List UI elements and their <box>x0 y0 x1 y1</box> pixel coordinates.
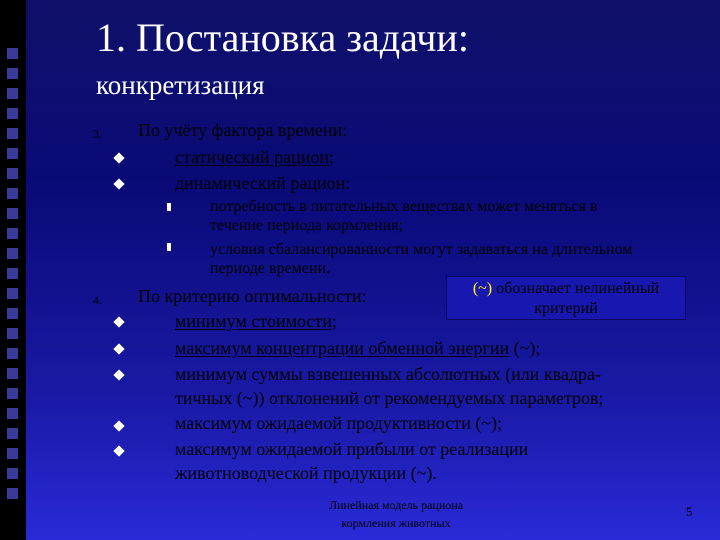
strip-square <box>7 368 18 379</box>
list-item-tail: (~); <box>509 338 541 358</box>
note-line-2: критерий <box>534 300 598 317</box>
list-item-text: статический рацион <box>175 147 329 167</box>
item-number: 3. <box>93 127 102 141</box>
list-item <box>175 145 334 169</box>
strip-square <box>7 408 18 419</box>
strip-square <box>7 108 18 119</box>
strip-square <box>7 348 18 359</box>
tilde-symbol: (~) <box>472 280 493 297</box>
list-item: динамический рацион: <box>175 173 351 193</box>
list-item-continuation: течение периода кормления; <box>210 217 403 234</box>
strip-square <box>7 248 18 259</box>
list-item-tail: ; <box>328 147 334 167</box>
strip-square <box>7 68 18 79</box>
footer-line-2: кормления животных <box>341 516 451 530</box>
strip-square <box>7 128 18 139</box>
diamond-bullet-icon <box>113 369 124 380</box>
item-heading: По учёту фактора времени: <box>138 120 348 140</box>
strip-square <box>7 448 18 459</box>
strip-square <box>7 268 18 279</box>
strip-square <box>7 148 18 159</box>
list-item: минимум суммы взвешенных абсолютных (или квадра- <box>175 364 601 384</box>
list-item: потребность в питательных веществах может меняться в <box>210 198 598 215</box>
list-item-tail: ; <box>331 311 337 331</box>
left-decorative-strip <box>0 0 26 540</box>
list-item: максимум ожидаемой прибыли от реализации <box>175 439 529 459</box>
strip-square <box>7 428 18 439</box>
footer-line-1: Линейная модель рациона <box>328 498 464 512</box>
strip-square <box>7 388 18 399</box>
strip-square <box>7 328 18 339</box>
note-line-1: обозначает нелинейный <box>492 280 660 297</box>
page-number: 5 <box>686 504 693 519</box>
strip-square <box>7 308 18 319</box>
diamond-bullet-icon <box>113 343 124 354</box>
strip-square <box>7 208 18 219</box>
list-item-continuation: периоде времени. <box>210 260 331 277</box>
strip-square <box>7 168 18 179</box>
list-item-continuation: животноводческой продукции (~). <box>175 463 437 483</box>
slide-title: 1. Постановка задачи: <box>96 15 469 60</box>
nonlinear-criterion-note <box>446 276 686 320</box>
list-item <box>175 336 540 360</box>
small-bullet-icon <box>167 203 171 211</box>
diamond-bullet-icon <box>113 152 124 163</box>
strip-square <box>7 188 18 199</box>
list-item-continuation: тичных (~)) отклонений от рекомендуемых параметров; <box>175 388 604 408</box>
slide-subtitle: конкретизация <box>96 70 265 100</box>
list-item-text: минимум стоимости <box>175 311 332 331</box>
strip-square <box>7 48 18 59</box>
strip-square <box>7 488 18 499</box>
slide-footer <box>290 496 502 532</box>
item-number: 4. <box>93 293 102 307</box>
diamond-bullet-icon <box>113 316 124 327</box>
strip-square <box>7 88 18 99</box>
strip-square <box>7 288 18 299</box>
list-item: условия сбалансированности могут задаваться на длительном <box>210 241 633 258</box>
item-heading: По критерию оптимальности: <box>138 286 367 306</box>
strip-square <box>7 228 18 239</box>
diamond-bullet-icon <box>113 445 124 456</box>
list-item <box>175 309 337 333</box>
list-item-text: максимум концентрации обменной энергии <box>175 338 510 358</box>
diamond-bullet-icon <box>113 178 124 189</box>
small-bullet-icon <box>167 243 171 251</box>
strip-square <box>7 468 18 479</box>
diamond-bullet-icon <box>113 420 124 431</box>
list-item: максимум ожидаемой продуктивности (~); <box>175 413 503 433</box>
